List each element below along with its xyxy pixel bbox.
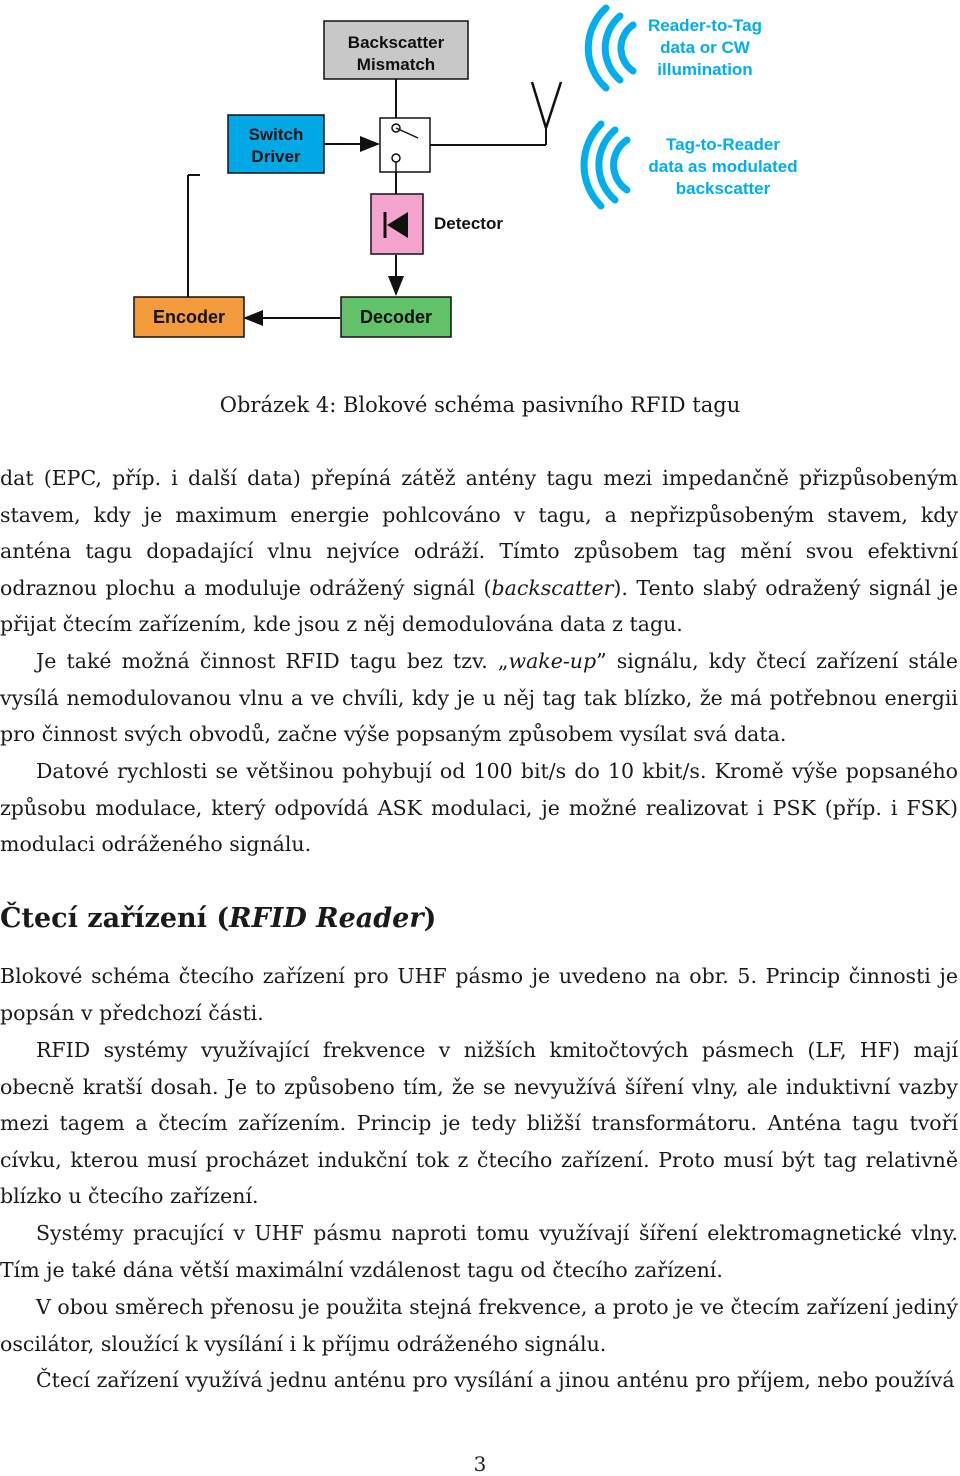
- paragraph-data-rates: Datové rychlosti se většinou pohybují od 100 bit/s do 10 kbit/s. Kromě výše popsaného způsobu modulace, který odpovídá ASK modulaci, je možné realizovat i PSK (příp. i FSK) modulaci odráženého signálu.: [0, 759, 958, 856]
- emphasis-term: backscatter: [491, 575, 614, 600]
- figure-caption: Obrázek 4: Blokové schéma pasivního RFID tagu: [219, 393, 741, 417]
- paragraph-text: ). Tento slabý odražený signál je přijat čtecím zařízením, kde jsou z něj demodulována data z tagu.: [0, 575, 958, 636]
- reader-to-tag-wave-icon: [588, 8, 633, 88]
- switch-driver-block: [228, 115, 324, 173]
- paragraph-lf-hf: RFID systémy využívající frekvence v nižších kmitočtových pásmech (LF, HF) mají obecně kratší dosah. Je to způsobeno tím, že se nevyužívá šíření vlny, ale induktivní vazby mezi tagem a čtecím zařízením. Princip je tedy bližší transformátoru. Anténa tagu tvoří cívku, kterou musí procházet indukční tok z čtecího zařízení. Proto musí být tag relativně blízko u čtecího zařízení.: [0, 1038, 958, 1208]
- tag-to-reader-label-line3: backscatter: [675, 179, 771, 198]
- paragraph-text: dat (EPC, příp. i další data) přepíná zátěž antény tagu mezi impedančně přizpůsobeným stavem, kdy je maximum energie pohlcováno v tagu, a nepřizpůsobeným stavem, kdy anténa tagu dopadající vlnu nejvíce odráží. Tímto způsobem tag mění svou efektivní odraznou plochu a moduluje odrážený signál (: [0, 466, 958, 600]
- tag-to-reader-label-line1: Tag-to-Reader: [666, 135, 780, 154]
- paragraph-text: ” signálu, kdy čtecí zařízení stále vysílá nemodulovanou vlnu a ve chvíli, kdy je u něj tag tak blízko, že má potřebnou energii pro činnost svých obvodů, začne výše popsaným způsobem vysílat svá data.: [0, 649, 959, 746]
- emphasis-term: wake-up: [508, 649, 597, 673]
- switch-driver-label-line2: Driver: [251, 147, 301, 166]
- page-number: 3: [473, 1452, 487, 1476]
- reader-to-tag-label-line2: data or CW: [660, 38, 750, 57]
- backscatter-mismatch-label-line1: Backscatter: [347, 33, 445, 52]
- rfid-tag-block-diagram: [0, 0, 960, 340]
- paragraph-text: Je také možná činnost RFID tagu bez tzv. „: [36, 649, 509, 673]
- paragraph-reader-intro: Blokové schéma čtecího zařízení pro UHF pásmo je uvedeno na obr. 5. Princip činnosti je popsán v předchozí části.: [0, 964, 958, 1025]
- tag-to-reader-label-line2: data as modulated: [648, 157, 798, 176]
- switch-icon: [380, 118, 430, 172]
- switch-driver-label-line1: Switch: [248, 125, 304, 144]
- heading-emphasis: RFID Reader: [229, 903, 424, 934]
- detector-block: [371, 194, 503, 254]
- backscatter-mismatch-label-line2: Mismatch: [356, 55, 436, 74]
- reader-to-tag-label-line3: illumination: [657, 60, 753, 79]
- paragraph-uhf: Systémy pracující v UHF pásmu naproti tomu využívají šíření elektromagnetické vlny. Tím je také dána větší maximální vzdálenost tagu od čtecího zařízení.: [0, 1221, 958, 1282]
- backscatter-mismatch-block: [324, 21, 468, 79]
- heading-text: Čtecí zařízení (: [0, 903, 230, 934]
- decoder-block: [341, 297, 451, 337]
- detector-label: Detector: [434, 214, 503, 233]
- paragraph-oscillator: V obou směrech přenosu je použita stejná frekvence, a proto je ve čtecím zařízení jediný oscilátor, sloužící k vysílání i k příjmu odráženého signálu.: [0, 1295, 958, 1356]
- antenna-icon: [532, 82, 561, 128]
- paragraph-backscatter-principle: [0, 460, 958, 643]
- encoder-block: [134, 297, 244, 337]
- reader-to-tag-label-line1: Reader-to-Tag: [648, 16, 762, 35]
- encoder-label: Encoder: [152, 307, 226, 327]
- tag-to-reader-wave-icon: [584, 124, 627, 206]
- paragraph-antennas: Čtecí zařízení využívá jednu anténu pro vysílání a jinou anténu pro příjem, nebo používá: [36, 1368, 955, 1392]
- section-heading: [0, 903, 436, 934]
- heading-text: ): [423, 903, 437, 934]
- decoder-label: Decoder: [359, 307, 433, 327]
- paragraph-wake-up: [0, 643, 958, 753]
